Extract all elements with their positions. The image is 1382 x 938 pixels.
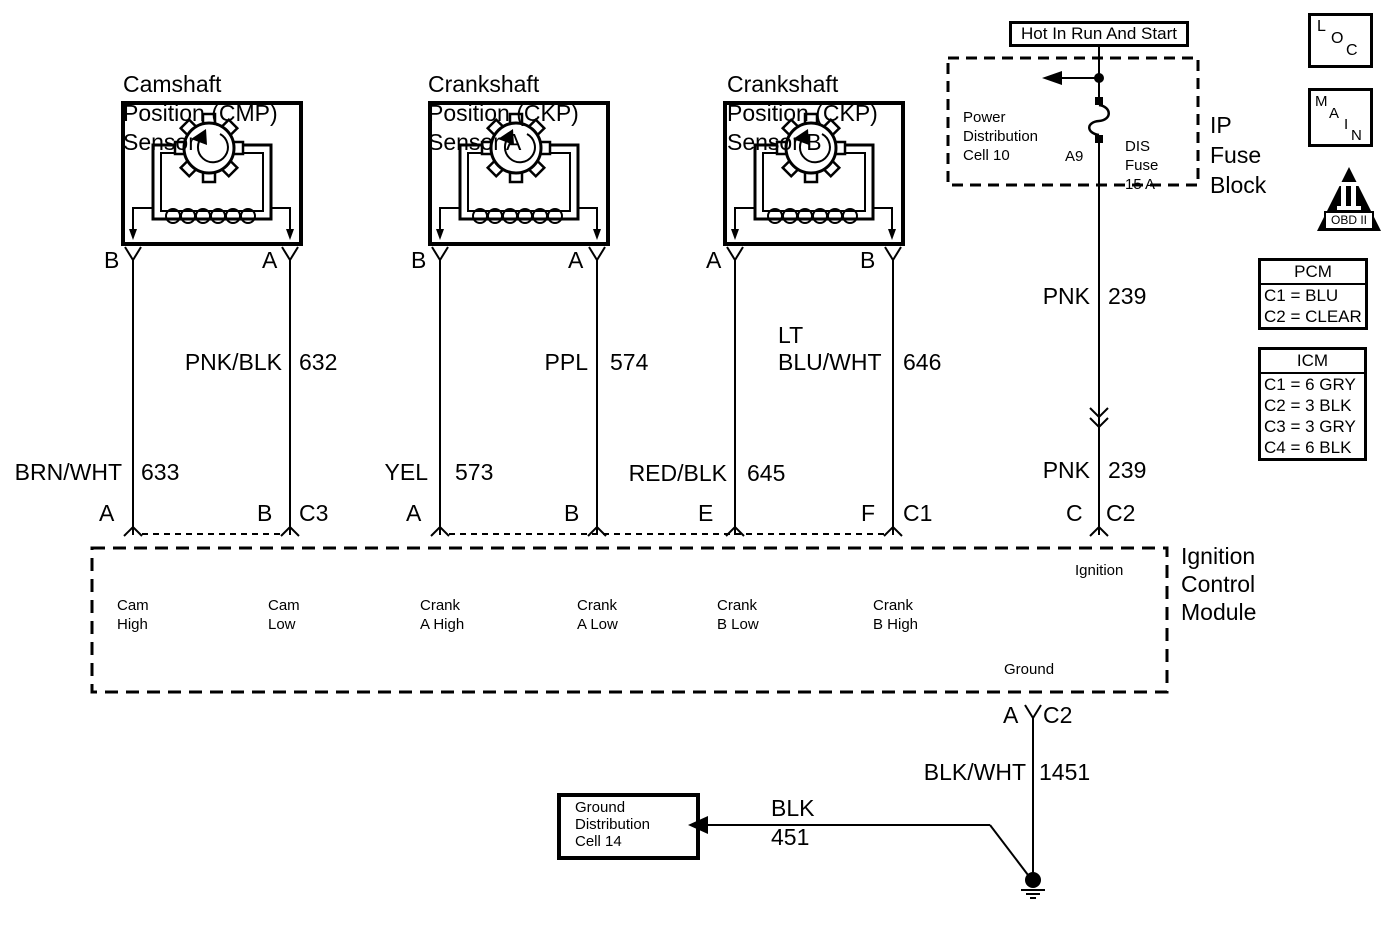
circuit-239-upper: 239 [1108,283,1147,309]
icm-pin-crank-a-low: B [564,500,580,526]
hot-in-run-and-start-box: Hot In Run And Start [1009,21,1189,47]
circuit-1451: 1451 [1039,759,1091,785]
icm-label-crank-a-low: Crank A Low [577,597,618,633]
icm-label-crank-b-low: Crank B Low [717,597,759,633]
ckp-b-sensor-title: Crankshaft Position (CKP) Sensor B [727,71,878,155]
icm-pin-ground: A [1003,702,1019,728]
cmp-pin-a: A [262,247,278,273]
wire-color-blu-wht: BLU/WHT [778,349,882,375]
circuit-632: 632 [299,349,338,375]
icm-label-ignition: Ignition [1075,562,1124,579]
ground-wiring [688,730,1045,898]
icm-legend-row: C3 = 3 GRY [1264,417,1356,436]
icm-pin-crank-a-high: A [406,500,422,526]
loc-letter: C [1346,42,1358,59]
ground-distribution-reference: Ground Distribution Cell 14 [557,793,700,860]
ground-splice-dot-icon [1025,872,1041,888]
ip-fuse-block-title: IP Fuse Block [1210,112,1267,198]
ground-symbol-icon [1021,890,1045,898]
wire-color-pnk-lower: PNK [1042,457,1090,483]
icm-ground-connector-c2: C2 [1043,702,1073,728]
sensor-wires [133,270,893,535]
wire-color-blk: BLK [771,795,815,821]
fuse-terminal-icon [1095,97,1103,105]
pcm-legend-row: C1 = BLU [1264,286,1339,305]
main-letter: N [1351,127,1362,144]
icm-pin-crank-b-low: E [698,500,714,526]
wire-color-brn-wht: BRN/WHT [14,459,122,485]
ckp-a-pin-b: B [411,247,427,273]
icm-legend-row: C1 = 6 GRY [1264,375,1356,394]
main-letter: M [1315,93,1328,110]
circuit-633: 633 [141,459,180,485]
cmp-pin-b: B [104,247,120,273]
icm-label-crank-a-high: Crank A High [420,597,465,633]
icm-legend-row: C4 = 6 BLK [1264,438,1352,457]
dis-fuse-label: DIS Fuse 15 A [1125,138,1159,193]
fuse-terminal-icon [1095,135,1103,143]
wire-color-pnk-blk: PNK/BLK [184,349,282,375]
fuse-terminal-a9: A9 [1065,148,1084,165]
ckp-b-pin-b: B [860,247,876,273]
ckp-b-pin-a: A [706,247,722,273]
wire-color-red-blk: RED/BLK [628,460,727,486]
wire-color-lt: LT [778,322,804,348]
main-badge [1308,88,1373,147]
power-distribution-reference: Power Distribution Cell 10 [963,109,1039,164]
circuit-574: 574 [610,349,649,375]
icm-legend-row: C2 = 3 BLK [1264,396,1352,415]
icm-pin-ignition: C [1066,500,1083,526]
icm-connector-c1: C1 [903,500,933,526]
icm-connector-c3: C3 [299,500,329,526]
circuit-239-lower: 239 [1108,457,1147,483]
ckp-a-pin-a: A [568,247,584,273]
wire-color-ppl: PPL [544,349,588,375]
circuit-645: 645 [747,460,786,486]
icm-connector-legend [1258,347,1367,461]
icm-label-cam-high: Cam High [117,597,149,633]
pcm-legend-title: PCM [1261,261,1365,285]
main-letter: I [1344,116,1349,133]
icm-title: Ignition Control Module [1181,543,1257,625]
icm-pin-cam-high: A [99,500,115,526]
icm-label-ground: Ground [1004,661,1055,678]
left-arrowhead-icon [1042,71,1062,85]
wire-color-pnk-upper: PNK [1042,283,1090,309]
loc-badge [1308,13,1373,68]
icm-pin-crank-b-high: F [861,500,876,526]
circuit-451: 451 [771,824,810,850]
icm-legend-title: ICM [1261,350,1364,374]
obd2-badge-label: OBD II [1330,213,1367,227]
main-letter: A [1329,105,1340,122]
loc-letter: O [1331,30,1344,47]
circuit-646: 646 [903,349,942,375]
wire-color-yel: YEL [384,459,428,485]
cmp-sensor-title: Camshaft Position (CMP) Sensor [123,71,278,155]
icm-label-cam-low: Cam Low [268,597,300,633]
ckp-a-sensor-title: Crankshaft Position (CKP) Sensor A [428,71,579,155]
pcm-legend-row: C2 = CLEAR [1264,307,1362,326]
wire-color-blk-wht: BLK/WHT [923,759,1026,785]
pcm-connector-legend [1258,258,1368,330]
icm-label-crank-b-high: Crank B High [873,597,919,633]
icm-pin-cam-low: B [257,500,273,526]
fuse-icon [1089,105,1109,135]
loc-letter: L [1317,18,1326,35]
circuit-573: 573 [455,459,494,485]
icm-connector-c2: C2 [1106,500,1136,526]
